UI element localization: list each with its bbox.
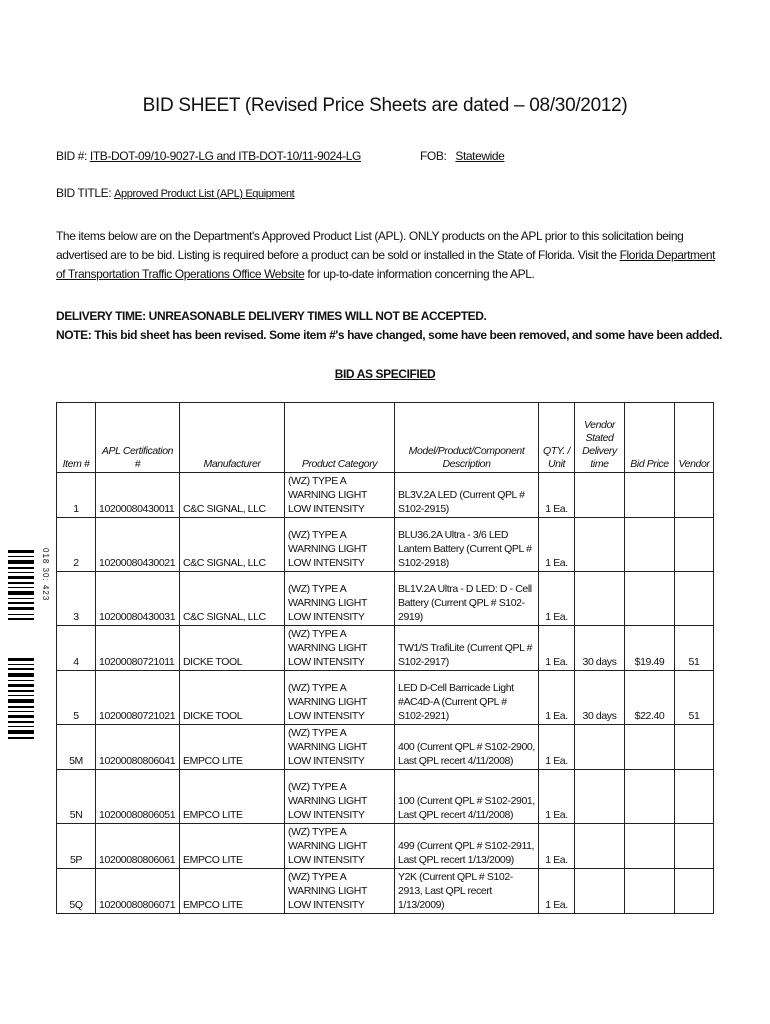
- cell-item: 4: [57, 626, 96, 671]
- cell-category: (WZ) TYPE A WARNING LIGHT LOW INTENSITY: [285, 572, 395, 626]
- cell-qty: 1 Ea.: [539, 518, 575, 572]
- intro-tail: for up-to-date information concerning the APL.: [304, 267, 535, 281]
- cell-price: [625, 770, 675, 824]
- cell-delivery: 30 days: [575, 671, 625, 725]
- cell-model: TW1/S TrafiLite (Current QPL # S102-2917): [395, 626, 539, 671]
- cell-manufacturer: EMPCO LITE: [180, 725, 285, 770]
- header-qty: QTY. / Unit: [539, 403, 575, 473]
- header-manufacturer: Manufacturer: [180, 403, 285, 473]
- cell-model: LED D-Cell Barricade Light #AC4D-A (Current QPL # S102-2921): [395, 671, 539, 725]
- cell-price: [625, 725, 675, 770]
- cell-delivery: [575, 869, 625, 914]
- fdot-website-link[interactable]: Florida Department of Transportation Traffic Operations Office Website: [56, 248, 716, 281]
- cell-category: (WZ) TYPE A WARNING LIGHT LOW INTENSITY: [285, 518, 395, 572]
- cell-item: 5N: [57, 770, 96, 824]
- bid-table: [56, 402, 714, 914]
- cell-manufacturer: C&C SIGNAL, LLC: [180, 518, 285, 572]
- cell-qty: 1 Ea.: [539, 671, 575, 725]
- cell-qty: 1 Ea.: [539, 869, 575, 914]
- cell-category: (WZ) TYPE A WARNING LIGHT LOW INTENSITY: [285, 725, 395, 770]
- bid-title-line: [56, 186, 294, 200]
- cell-apl: 10200080806071: [96, 869, 180, 914]
- cell-delivery: [575, 518, 625, 572]
- bid-number-line: [56, 149, 361, 163]
- bid-number-value: ITB-DOT-09/10-9027-LG and ITB-DOT-10/11-9024-LG: [89, 149, 361, 163]
- table-row: [57, 671, 714, 725]
- cell-category: (WZ) TYPE A WARNING LIGHT LOW INTENSITY: [285, 473, 395, 518]
- cell-vendor: 51: [675, 671, 714, 725]
- cell-price: [625, 518, 675, 572]
- bid-title-label: BID TITLE:: [56, 186, 112, 200]
- cell-vendor: [675, 770, 714, 824]
- cell-qty: 1 Ea.: [539, 572, 575, 626]
- table-row: [57, 518, 714, 572]
- cell-model: 499 (Current QPL # S102-2911, Last QPL recert 1/13/2009): [395, 824, 539, 869]
- cell-category: (WZ) TYPE A WARNING LIGHT LOW INTENSITY: [285, 869, 395, 914]
- cell-manufacturer: EMPCO LITE: [180, 824, 285, 869]
- delivery-notice: DELIVERY TIME: UNREASONABLE DELIVERY TIMES WILL NOT BE ACCEPTED.: [56, 309, 487, 323]
- cell-category: (WZ) TYPE A WARNING LIGHT LOW INTENSITY: [285, 824, 395, 869]
- cell-vendor: [675, 824, 714, 869]
- table-row: [57, 572, 714, 626]
- table-row: [57, 869, 714, 914]
- barcode-image: [8, 548, 36, 748]
- cell-vendor: [675, 518, 714, 572]
- cell-qty: 1 Ea.: [539, 824, 575, 869]
- cell-qty: 1 Ea.: [539, 725, 575, 770]
- cell-vendor: [675, 473, 714, 518]
- page-title: BID SHEET (Revised Price Sheets are dated – 08/30/2012): [142, 95, 628, 116]
- cell-apl: 10200080721021: [96, 671, 180, 725]
- cell-apl: 10200080430011: [96, 473, 180, 518]
- header-model: Model/Product/Component Description: [395, 403, 539, 473]
- cell-item: 2: [57, 518, 96, 572]
- cell-model: 400 (Current QPL # S102-2900, Last QPL recert 4/11/2008): [395, 725, 539, 770]
- intro-paragraph: [56, 227, 716, 284]
- cell-price: $19.49: [625, 626, 675, 671]
- cell-apl: 10200080721011: [96, 626, 180, 671]
- header-category: Product Category: [285, 403, 395, 473]
- cell-qty: 1 Ea.: [539, 770, 575, 824]
- cell-vendor: [675, 572, 714, 626]
- cell-manufacturer: C&C SIGNAL, LLC: [180, 572, 285, 626]
- table-row: [57, 626, 714, 671]
- intro-text: The items below are on the Department's Approved Product List (APL). ONLY products on the APL prior to this solicitation being advertised are to be bid. Listing is required before a product can be sold or installed in the State of Florida. Visit the: [56, 229, 684, 262]
- cell-apl: 10200080806051: [96, 770, 180, 824]
- table-row: [57, 473, 714, 518]
- header-price: Bid Price: [625, 403, 675, 473]
- received-stamp-text: 018 30: 423: [41, 548, 50, 602]
- table-row: [57, 770, 714, 824]
- cell-qty: 1 Ea.: [539, 473, 575, 518]
- cell-item: 5M: [57, 725, 96, 770]
- bid-title-value: Approved Product List (APL) Equipment: [114, 188, 295, 200]
- cell-apl: 10200080806061: [96, 824, 180, 869]
- table-header-row: [57, 403, 714, 473]
- cell-price: [625, 824, 675, 869]
- revision-note: NOTE: This bid sheet has been revised. Some item #'s have changed, some have been removed, and some have been added.: [56, 328, 723, 342]
- cell-delivery: [575, 473, 625, 518]
- fob-line: [420, 149, 504, 163]
- table-row: [57, 824, 714, 869]
- cell-manufacturer: C&C SIGNAL, LLC: [180, 473, 285, 518]
- cell-category: (WZ) TYPE A WARNING LIGHT LOW INTENSITY: [285, 626, 395, 671]
- cell-vendor: [675, 869, 714, 914]
- cell-manufacturer: EMPCO LITE: [180, 770, 285, 824]
- cell-price: [625, 869, 675, 914]
- table-row: [57, 725, 714, 770]
- cell-price: [625, 473, 675, 518]
- cell-item: 5Q: [57, 869, 96, 914]
- cell-delivery: [575, 725, 625, 770]
- cell-item: 1: [57, 473, 96, 518]
- cell-model: Y2K (Current QPL # S102-2913, Last QPL recert 1/13/2009): [395, 869, 539, 914]
- cell-apl: 10200080430031: [96, 572, 180, 626]
- header-delivery: Vendor Stated Delivery time: [575, 403, 625, 473]
- cell-apl: 10200080430021: [96, 518, 180, 572]
- cell-price: $22.40: [625, 671, 675, 725]
- cell-model: 100 (Current QPL # S102-2901, Last QPL recert 4/11/2008): [395, 770, 539, 824]
- fob-label: FOB:: [420, 149, 447, 163]
- bid-number-label: BID #:: [56, 149, 87, 163]
- header-item: Item #: [57, 403, 96, 473]
- cell-category: (WZ) TYPE A WARNING LIGHT LOW INTENSITY: [285, 671, 395, 725]
- cell-manufacturer: EMPCO LITE: [180, 869, 285, 914]
- cell-delivery: 30 days: [575, 626, 625, 671]
- section-heading: BID AS SPECIFIED: [334, 367, 436, 381]
- cell-delivery: [575, 824, 625, 869]
- cell-category: (WZ) TYPE A WARNING LIGHT LOW INTENSITY: [285, 770, 395, 824]
- cell-model: BL3V.2A LED (Current QPL # S102-2915): [395, 473, 539, 518]
- cell-item: 5P: [57, 824, 96, 869]
- cell-manufacturer: DICKE TOOL: [180, 671, 285, 725]
- cell-model: BLU36.2A Ultra - 3/6 LED Lantern Battery (Current QPL # S102-2918): [395, 518, 539, 572]
- cell-delivery: [575, 770, 625, 824]
- cell-item: 5: [57, 671, 96, 725]
- cell-price: [625, 572, 675, 626]
- cell-model: BL1V.2A Ultra - D LED: D - Cell Battery (Current QPL # S102-2919): [395, 572, 539, 626]
- cell-item: 3: [57, 572, 96, 626]
- cell-vendor: [675, 725, 714, 770]
- header-vendor: Vendor: [675, 403, 714, 473]
- cell-apl: 10200080806041: [96, 725, 180, 770]
- cell-vendor: 51: [675, 626, 714, 671]
- cell-delivery: [575, 572, 625, 626]
- cell-manufacturer: DICKE TOOL: [180, 626, 285, 671]
- header-apl: APL Certification #: [96, 403, 180, 473]
- cell-qty: 1 Ea.: [539, 626, 575, 671]
- fob-value: Statewide: [455, 149, 505, 163]
